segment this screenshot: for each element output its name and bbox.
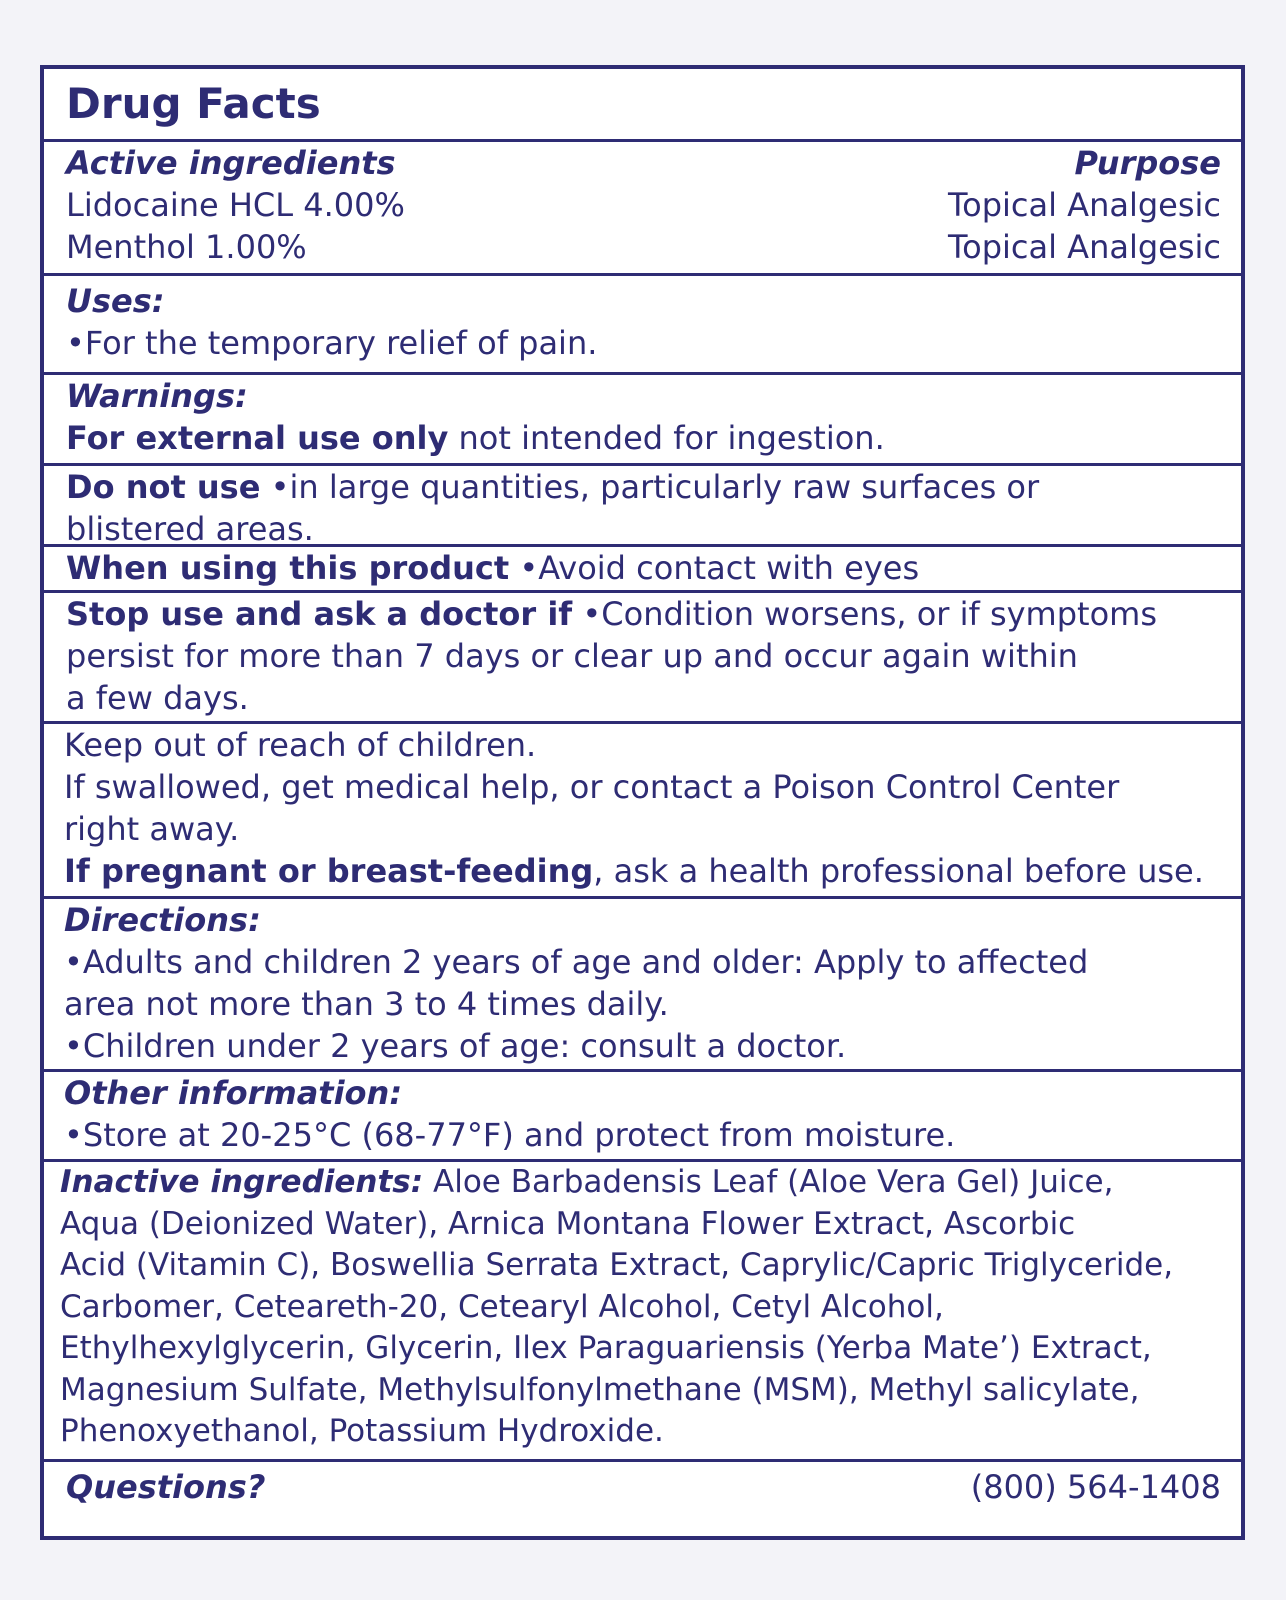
active-ingredients-section — [44, 139, 1241, 273]
stop-use-text: •Condition worsens, or if symptoms — [572, 595, 1157, 633]
pregnant-bold: If pregnant or breast-feeding — [64, 852, 594, 890]
do-not-use-line — [66, 466, 1221, 508]
pregnant-text: , ask a health professional before use. — [593, 852, 1204, 890]
other-information-section — [44, 1069, 1241, 1159]
keep-out-text-1: If swallowed, get medical help, or contact a Poison Control Center — [64, 768, 1120, 806]
uses-text: •For the temporary relief of pain. — [66, 324, 598, 362]
inactive-text-4: Carbomer, Ceteareth-20, Cetearyl Alcohol, Cetyl Alcohol, — [60, 1288, 944, 1325]
when-using-section — [44, 544, 1241, 590]
stop-use-text-3: a few days. — [66, 679, 249, 717]
do-not-use-text-2: blistered areas. — [66, 510, 314, 548]
inactive-text-6: Magnesium Sulfate, Methylsulfonylmethane (MSM), Methyl salicylate, — [60, 1371, 1140, 1408]
warnings-section — [44, 372, 1241, 463]
external-use-bold: For external use only — [66, 419, 449, 457]
when-using-line — [66, 547, 1221, 589]
directions-text-2: area not more than 3 to 4 times daily. — [64, 985, 669, 1023]
active-ingredients-heading: Active ingredients — [66, 144, 396, 182]
purpose-heading: Purpose — [1074, 144, 1221, 182]
other-information-heading: Other information: — [64, 1074, 403, 1112]
inactive-text-3: Acid (Vitamin C), Boswellia Serrata Extract, Caprylic/Capric Triglyceride, — [60, 1247, 1174, 1283]
ingredient-purpose: Topical Analgesic — [948, 186, 1221, 224]
stop-use-section — [44, 590, 1241, 721]
when-using-text: •Avoid contact with eyes — [509, 549, 920, 587]
pregnant-line — [64, 850, 1221, 892]
keep-out-text-2: right away. — [64, 810, 240, 848]
uses-section — [44, 273, 1241, 372]
do-not-use-text: •in large quantities, particularly raw surfaces or — [260, 468, 1040, 506]
ingredient-name: Lidocaine HCL 4.00% — [66, 186, 405, 224]
external-use-text: not intended for ingestion. — [448, 419, 885, 457]
do-not-use-section — [44, 463, 1241, 548]
questions-section — [44, 1459, 1241, 1536]
stop-use-line — [66, 593, 1221, 635]
ingredient-purpose: Topical Analgesic — [948, 228, 1221, 266]
inactive-text-7: Phenoxyethanol, Potassium Hydroxide. — [60, 1413, 664, 1449]
active-row — [66, 226, 1221, 268]
keep-out-heading: Keep out of reach of children. — [64, 726, 537, 764]
inactive-ingredients-section — [44, 1159, 1241, 1459]
phone-number: (800) 564-1408 — [970, 1468, 1221, 1506]
keep-out-section — [44, 721, 1241, 896]
stop-use-bold: Stop use and ask a doctor if — [66, 595, 573, 633]
inactive-text-5: Ethylhexylglycerin, Glycerin, Ilex Paraguariensis (Yerba Mate’) Extract, — [60, 1330, 1152, 1366]
ingredient-name: Menthol 1.00% — [66, 228, 307, 266]
inactive-text-1: Aloe Barbadensis Leaf (Aloe Vera Gel) Juice, — [423, 1164, 1114, 1200]
drug-facts-title: Drug Facts — [66, 79, 321, 128]
do-not-use-bold: Do not use — [66, 468, 261, 506]
inactive-ingredients-heading: Inactive ingredients: — [60, 1164, 424, 1200]
directions-text-3: •Children under 2 years of age: consult a doctor. — [64, 1027, 847, 1065]
directions-text-1: •Adults and children 2 years of age and older: Apply to affected — [64, 943, 1089, 981]
title-section — [44, 69, 1241, 139]
uses-heading: Uses: — [66, 282, 165, 320]
drug-facts-label — [40, 65, 1245, 1540]
when-using-bold: When using this product — [66, 549, 510, 587]
questions-heading: Questions? — [66, 1468, 266, 1506]
stop-use-text-2: persist for more than 7 days or clear up and occur again within — [66, 637, 1078, 675]
questions-row — [66, 1466, 1221, 1508]
directions-section — [44, 896, 1241, 1069]
inactive-text-2: Aqua (Deionized Water), Arnica Montana Flower Extract, Ascorbic — [60, 1205, 1076, 1242]
warnings-heading: Warnings: — [66, 377, 248, 415]
inactive-line-1 — [60, 1162, 1221, 1204]
active-header-row — [66, 142, 1221, 184]
external-use-line — [66, 417, 1221, 459]
directions-heading: Directions: — [64, 901, 261, 939]
other-information-text: •Store at 20-25°C (68-77°F) and protect from moisture. — [64, 1116, 956, 1154]
active-row — [66, 184, 1221, 226]
